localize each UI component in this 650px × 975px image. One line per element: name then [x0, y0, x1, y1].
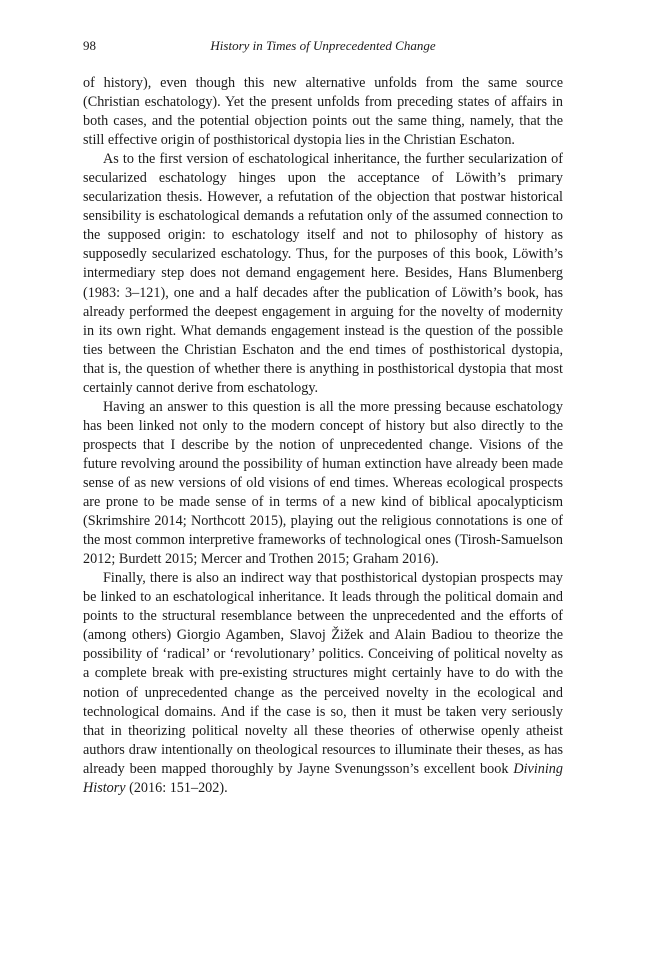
paragraph-2: As to the first version of eschatological inheritance, the further secularization of secularized eschatology hinges upon the acceptance of Löwith’s primary secularization thesis. However, a refutation of the objection that postwar historical sensibility is eschatological demands a refutation only of the assumed connection to the supposed origin: to eschatology itself and not to philosophy of history as supposedly secularized eschatology. Thus, for the purposes of this book, Löwith’s intermediary step does not demand engagement here. Besides, Hans Blumenberg (1983: 3–121), one and a half decades after the publication of Löwith’s book, has already performed the deepest engagement in arguing for the novelty of modernity in its own right. What demands engagement instead is the question of the possible ties between the Christian Eschaton and the end times of posthistorical dystopia, that is, the question of whether there is anything in posthistorical dystopia that most certainly cannot derive from eschatology.	[83, 151, 563, 396]
page-header	[83, 38, 563, 60]
paragraph-4-text: Finally, there is also an indirect way that posthistorical dystopian prospects may be linked to an eschatological inheritance. It leads through the political domain and points to the structural resemblance between the unprecedented and the efforts of (among others) Giorgio Agamben, Slavoj Žižek and Alain Badiou to theorize the possibility of ‘radical’ or ‘revolutionary’ politics. Conceiving of political novelty as a complete break with pre-existing structures might certainly have to do with the notion of unprecedented change as the perceived novelty in the ecological and technological domains. And if the case is so, then it must be taken very seriously that in theorizing political novelty all these theories of otherwise openly atheist authors draw intentionally on theological resources to illuminate their theses, as has already been mapped thoroughly by Jayne Svenungsson’s excellent book	[83, 570, 563, 777]
paragraph-4-citation: (2016: 151–202).	[125, 779, 228, 796]
book-page	[83, 38, 563, 798]
paragraph-1: of history), even though this new alternative unfolds from the same source (Christian eschatology). Yet the present unfolds from preceding states of affairs in both cases, and the potential objection points out the same thing, namely, that the still effective origin of posthistorical dystopia lies in the Christian Eschaton.	[83, 75, 563, 149]
paragraph-3: Having an answer to this question is all the more pressing because eschatology has been linked not only to the modern concept of history but also directly to the prospects that I describe by the notion of unprecedented change. Visions of the future revolving around the possibility of human extinction have already been made sense of as new versions of old visions of end times. Whereas ecological prospects are prone to be made sense of in terms of a new kind of biblical apocalypticism (Skrimshire 2014; Northcott 2015), playing out the religious connotations is one of the most common interpretive frameworks of technological ones (Tirosh-Samuelson 2012; Burdett 2015; Mercer and Trothen 2015; Graham 2016).	[83, 398, 563, 568]
page-number: 98	[83, 38, 96, 53]
book-title-italic: Divining History	[83, 760, 563, 796]
paragraph-4	[83, 569, 563, 798]
body-text	[83, 74, 563, 798]
running-title: History in Times of Unprecedented Change	[210, 38, 436, 53]
